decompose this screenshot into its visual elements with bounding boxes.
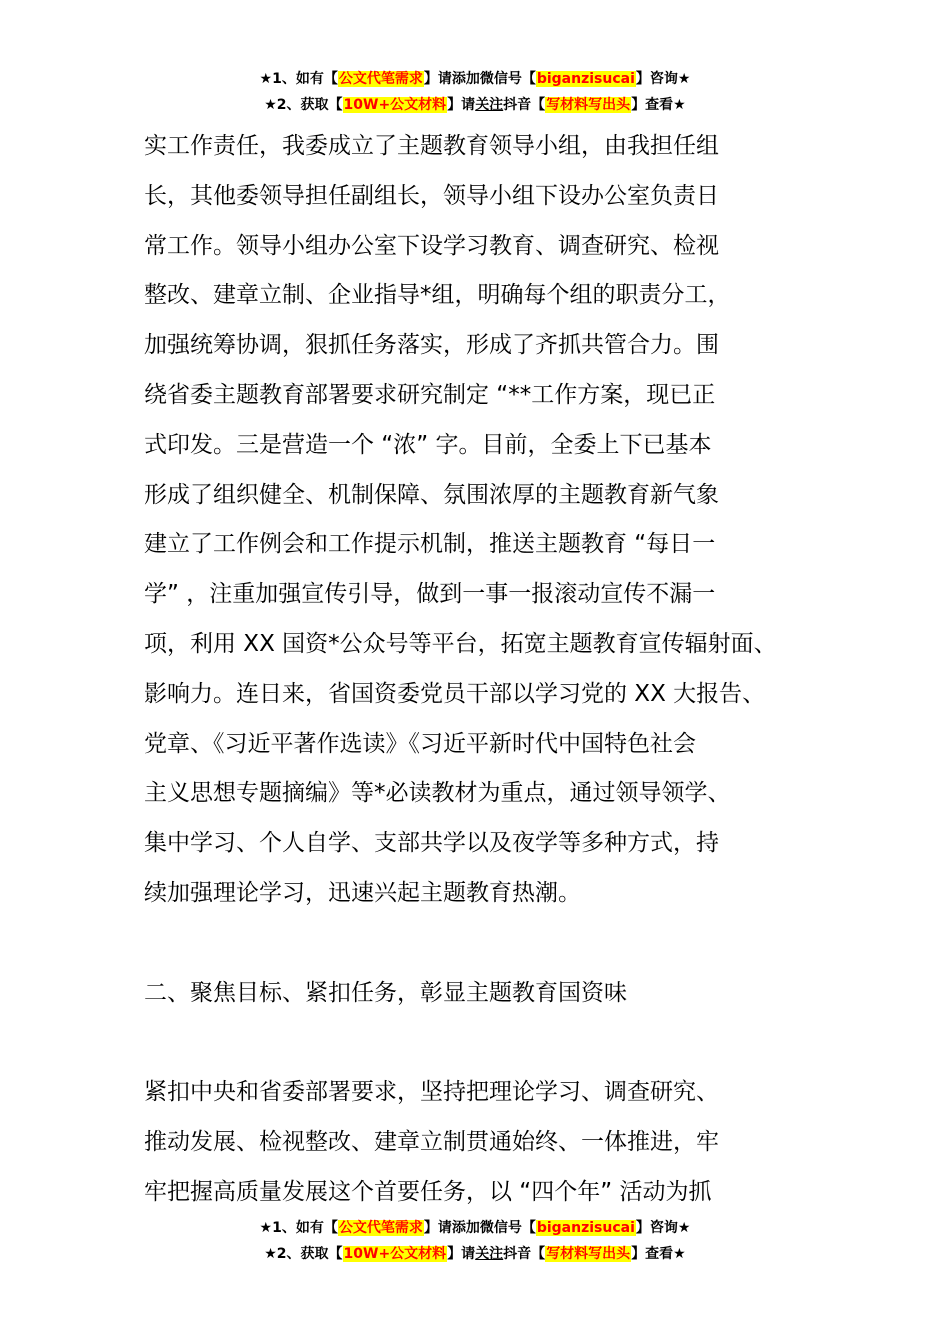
footer-banner [0,1215,950,1267]
highlight-douyin-account: 写材料写出头 [546,97,631,113]
highlight-materials: 10W+公文材料 [343,97,447,113]
header-banner-line-2: ★2、获取【10W+公文材料】请关注抖音【写材料写出头】查看★ [264,97,686,113]
text-line: 项，利用 XX 国资*公众号等平台，拓宽主题教育宣传辐射面、 [144,630,777,657]
text-line: 续加强理论学习，迅速兴起主题教育热潮。 [144,879,581,906]
text-line: 长，其他委领导担任副组长，领导小组下设办公室负责日 [144,182,719,209]
text-line: 集中学习、个人自学、支部共学以及夜学等多种方式，持 [144,830,719,857]
highlight-materials: 10W+公文材料 [343,1246,447,1262]
text-line: 紧扣中央和省委部署要求，坚持把理论学习、调查研究、 [144,1079,719,1106]
text-line: 整改、建章立制、企业指导*组，明确每个组的职责分工， [144,282,731,309]
footer-banner-line-2: ★2、获取【10W+公文材料】请关注抖音【写材料写出头】查看★ [264,1246,686,1262]
highlight-service: 公文代笔需求 [338,71,423,87]
highlight-wechat-id: biganzisucai [536,71,635,87]
paragraph-2 [144,1068,834,1217]
paragraph-gap [144,919,834,969]
footer-banner-line-1: ★1、如有【公文代笔需求】请添加微信号【biganzisucai】咨询★ [259,1220,691,1236]
underline-follow: 关注 [475,1246,504,1262]
text-line: 式印发。三是营造一个 “浓” 字。目前，全委上下已基本 [144,431,712,458]
header-banner [0,66,950,118]
text-line: 加强统筹协调，狠抓任务落实，形成了齐抓共管合力。围 [144,332,719,359]
text-line: 建立了工作例会和工作提示机制，推送主题教育 “每日一 [144,531,716,558]
text-line: 推动发展、检视整改、建章立制贯通始终、一体推进，牢 [144,1128,719,1155]
highlight-wechat-id: biganzisucai [536,1220,635,1236]
text-line: 主义思想专题摘编》等*必读教材为重点，通过领导领学、 [144,780,731,807]
text-line: 牢把握高质量发展这个首要任务，以 “四个年” 活动为抓 [144,1178,712,1205]
header-banner-line-1: ★1、如有【公文代笔需求】请添加微信号【biganzisucai】咨询★ [259,71,691,87]
text-line: 形成了组织健全、机制保障、氛围浓厚的主题教育新气象 [144,481,719,508]
text-line: 常工作。领导小组办公室下设学习教育、调查研究、检视 [144,232,719,259]
text-line: 绕省委主题教育部署要求研究制定 “**工作方案，现已正 [144,381,716,408]
paragraph-1 [144,122,834,919]
document-body [144,122,834,1218]
text-line: 实工作责任，我委成立了主题教育领导小组，由我担任组 [144,133,719,159]
paragraph-gap [144,1018,834,1068]
section-heading-2: 二、聚焦目标、紧扣任务，彰显主题教育国资味 [144,979,627,1006]
highlight-service: 公文代笔需求 [338,1220,423,1236]
text-line: 学” ，注重加强宣传引导，做到一事一报滚动宣传不漏一 [144,581,716,608]
text-line: 党章、《习近平著作选读》《习近平新时代中国特色社会 [144,730,696,757]
text-line: 影响力。连日来，省国资委党员干部以学习党的 XX 大报告、 [144,680,766,707]
highlight-douyin-account: 写材料写出头 [546,1246,631,1262]
underline-follow: 关注 [475,97,504,113]
